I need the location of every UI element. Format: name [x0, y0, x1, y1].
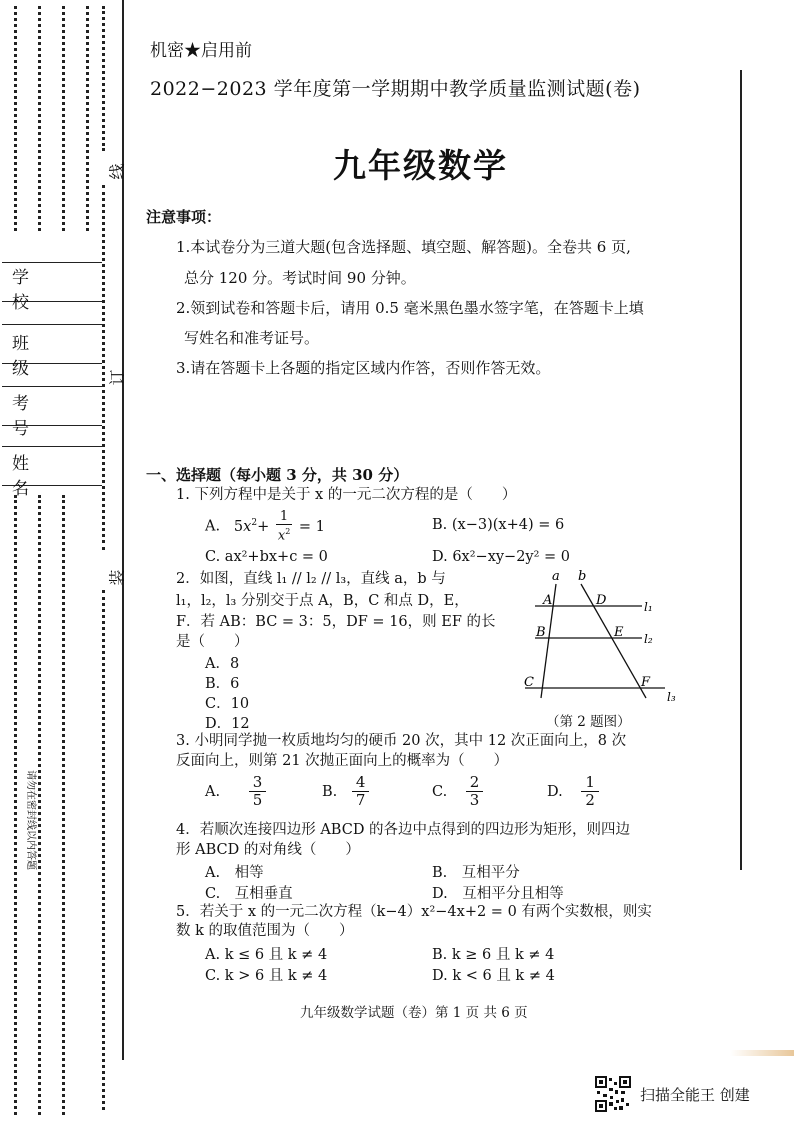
q2-figure: [510, 568, 690, 708]
q1-option-a-expr: $5x^2+$ $\frac{1}{x^2}$ = 1: [224, 509, 325, 544]
q1-option-d[interactable]: D. 6x²−xy−2y² = 0: [432, 549, 571, 565]
q1-stem: 1. 下列方程中是关于 x 的一元二次方程的是（ ）: [176, 487, 517, 503]
binding-warning-text: 请勿在密封线以内答题: [25, 770, 36, 870]
label-l1: l₁: [644, 600, 653, 614]
q3-option-b[interactable]: [322, 774, 371, 809]
qr-code-icon: [595, 1076, 631, 1112]
label-a: a: [552, 569, 560, 584]
notice-item-2-line-2: 写姓名和准考证号。: [184, 329, 320, 347]
label-b: b: [578, 569, 587, 584]
scan-strip: [730, 1050, 794, 1056]
q4-option-a[interactable]: A. 相等: [205, 865, 264, 881]
binding-dots-right3: [102, 590, 105, 1110]
binding-bind-char: 订: [107, 369, 127, 386]
school-label: 学 校: [12, 268, 106, 313]
notice-item-3: 3.请在答题卡上各题的指定区域内作答，否则作答无效。: [176, 359, 551, 377]
label-point-f: F: [641, 675, 651, 690]
binding-dots-outer-top: [14, 6, 17, 231]
q5-line-1: 5．若关于 x 的一元二次方程（k−4）x²−4x+2 = 0 有两个实数根，则实: [176, 904, 652, 920]
q3-line-1: 3. 小明同学抛一枚质地均匀的硬币 20 次，其中 12 次正面向上，8 次: [176, 733, 627, 749]
label-point-c: C: [524, 675, 534, 690]
notice-item-1-line-1: 1.本试卷分为三道大题(包含选择题、填空题、解答题)。全卷共 6 页,: [176, 238, 631, 256]
section-1-title: 一、选择题（每小题 3 分，共 30 分）: [146, 466, 409, 484]
label-point-b: B: [536, 625, 546, 640]
page-info: 九年级数学试题（卷）第 1 页 共 6 页: [300, 1005, 528, 1021]
q3-option-c[interactable]: [432, 774, 485, 809]
q3-option-a-label: A.: [205, 783, 221, 800]
q3-option-b-label: B.: [322, 783, 338, 800]
line-b: [581, 584, 646, 698]
scanner-watermark: 扫描全能王 创建: [640, 1086, 750, 1104]
label-point-d: D: [596, 593, 607, 608]
q4-line-1: 4．若顺次连接四边形 ABCD 的各边中点得到的四边形为矩形，则四边: [176, 822, 631, 838]
name-label: 姓 名: [12, 454, 106, 499]
exam-number-field[interactable]: [2, 386, 106, 439]
q5-option-d[interactable]: D. k < 6 且 k ≠ 4: [432, 968, 555, 984]
class-field[interactable]: [2, 324, 106, 379]
notice-item-2-line-1: 2.领到试卷和答题卡后，请用 0.5 毫米黑色墨水签字笔，在答题卡上填: [176, 299, 644, 317]
notice-title: 注意事项：: [146, 208, 222, 226]
right-margin-line: [740, 70, 742, 870]
q3-option-d-fraction: $\frac{1}{2}$: [581, 774, 599, 809]
q3-option-d-label: D.: [547, 783, 563, 800]
q2-line-2: l₁，l₂，l₃ 分别交于点 A，B，C 和点 D，E，: [176, 593, 469, 609]
school-field[interactable]: [2, 262, 106, 313]
q1-option-c[interactable]: C. ax²+bx+c = 0: [205, 549, 328, 565]
binding-dots-right: [102, 6, 105, 151]
q2-line-1: 2．如图，直线 l₁ // l₂ // l₃，直线 a，b 与: [176, 571, 446, 587]
q5-line-2: 数 k 的取值范围为（ ）: [176, 923, 354, 939]
q3-option-c-label: C.: [432, 783, 448, 800]
q3-option-d[interactable]: [547, 774, 601, 809]
q2-option-d[interactable]: D．12: [205, 716, 250, 732]
binding-dots-inner2-top: [62, 6, 65, 231]
q5-option-b[interactable]: B. k ≥ 6 且 k ≠ 4: [432, 947, 555, 963]
q2-figure-caption: （第 2 题图）: [546, 714, 631, 730]
q3-line-2: 反面向上，则第 21 次抛正面向上的概率为（ ）: [176, 753, 509, 769]
name-field[interactable]: [2, 446, 106, 499]
binding-line-char: 线: [107, 163, 127, 180]
binding-seal-char: 装: [107, 569, 127, 586]
label-point-a: A: [543, 593, 553, 608]
binding-solid-line: [122, 0, 124, 1060]
label-l2: l₂: [644, 632, 653, 646]
q1-option-a[interactable]: [205, 510, 325, 543]
label-l3: l₃: [667, 690, 676, 704]
label-point-e: E: [614, 625, 624, 640]
binding-dots-inner-top: [38, 6, 41, 231]
q4-line-2: 形 ABCD 的对角线（ ）: [176, 842, 360, 858]
q2-option-a[interactable]: A．8: [205, 656, 240, 672]
subject-title: 九年级数学: [333, 146, 508, 185]
notice-item-1-line-2: 总分 120 分。考试时间 90 分钟。: [184, 269, 416, 287]
q1-option-b[interactable]: B. (x−3)(x+4) = 6: [432, 517, 565, 533]
q4-option-c[interactable]: C. 互相垂直: [205, 886, 293, 902]
binding-dots-inner2-bottom: [62, 495, 65, 1115]
q3-option-c-fraction: $\frac{2}{3}$: [466, 774, 484, 809]
q3-option-a[interactable]: [205, 774, 268, 809]
binding-dots-inner3-top: [86, 6, 89, 231]
q5-option-a[interactable]: A. k ≤ 6 且 k ≠ 4: [205, 947, 328, 963]
binding-dots-outer-bottom: [14, 495, 17, 1115]
q3-option-a-fraction: $\frac{3}{5}$: [249, 774, 267, 809]
q1-option-a-label: A.: [205, 518, 221, 535]
q5-option-c[interactable]: C. k > 6 且 k ≠ 4: [205, 968, 328, 984]
exam-number-label: 考 号: [12, 394, 106, 439]
q2-line-3: F．若 AB：BC = 3：5，DF = 16，则 EF 的长: [176, 614, 496, 630]
q4-option-d[interactable]: D. 互相平分且相等: [432, 886, 564, 902]
q2-line-4: 是（ ）: [176, 634, 249, 650]
q2-option-b[interactable]: B．6: [205, 676, 240, 692]
confidential-mark: 机密★启用前: [150, 41, 252, 61]
q4-option-b[interactable]: B. 互相平分: [432, 865, 520, 881]
class-label: 班 级: [12, 334, 106, 379]
exam-title: 2022−2023 学年度第一学期期中教学质量监测试题(卷): [150, 78, 641, 100]
q3-option-b-fraction: $\frac{4}{7}$: [352, 774, 370, 809]
q2-option-c[interactable]: C．10: [205, 696, 250, 712]
